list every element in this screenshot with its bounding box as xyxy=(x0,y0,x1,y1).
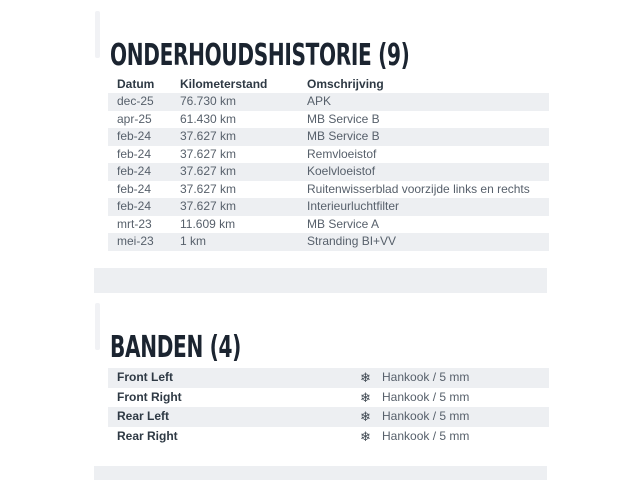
snowflake-icon: ❄ xyxy=(360,409,371,424)
cell-km: 76.730 km xyxy=(180,94,237,108)
table-row xyxy=(108,93,549,111)
cell-km: 37.627 km xyxy=(180,164,237,178)
tire-position-label: Front Right xyxy=(117,389,182,404)
maintenance-table xyxy=(108,93,549,251)
cell-omschrijving: Stranding BI+VV xyxy=(307,234,397,248)
maintenance-section-title: ONDERHOUDSHISTORIE (9) xyxy=(110,37,410,73)
cell-km: 61.430 km xyxy=(180,111,237,126)
cell-omschrijving: APK xyxy=(307,94,332,108)
tire-position-label: Front Left xyxy=(117,370,173,384)
cell-km: 1 km xyxy=(180,234,207,248)
section-accent-bar xyxy=(95,303,100,350)
cell-datum: dec-25 xyxy=(117,94,154,108)
cell-km: 37.627 km xyxy=(180,181,237,196)
cell-omschrijving: MB Service B xyxy=(307,111,380,126)
column-header-omschrijving: Omschrijving xyxy=(307,77,384,91)
snowflake-icon: ❄ xyxy=(360,428,371,444)
cell-km: 11.609 km xyxy=(180,216,236,231)
cell-datum: mrt-23 xyxy=(117,216,152,231)
tire-brand-depth-value: Hankook / 5 mm xyxy=(382,409,470,423)
tires-table xyxy=(108,368,549,446)
cell-datum: feb-24 xyxy=(117,181,152,196)
cell-km: 37.627 km xyxy=(180,146,237,161)
tire-brand-depth-value: Hankook / 5 mm xyxy=(382,428,470,443)
tire-row xyxy=(108,427,549,447)
tire-row xyxy=(108,388,549,408)
cell-datum: feb-24 xyxy=(117,199,152,213)
snowflake-icon: ❄ xyxy=(360,389,371,405)
column-header-kilometerstand: Kilometerstand xyxy=(180,77,268,91)
tire-brand-depth-value: Hankook / 5 mm xyxy=(382,370,470,384)
tire-position-label: Rear Left xyxy=(117,409,170,423)
table-row xyxy=(108,233,549,251)
tire-position-label: Rear Right xyxy=(117,428,178,443)
cell-km: 37.627 km xyxy=(180,199,237,213)
section-separator-band xyxy=(94,268,547,293)
table-row xyxy=(108,198,549,216)
column-header-datum: Datum xyxy=(117,77,155,91)
snowflake-icon: ❄ xyxy=(360,370,371,385)
table-row xyxy=(108,181,549,199)
table-row xyxy=(108,111,549,129)
cell-datum: feb-24 xyxy=(117,164,152,178)
tire-brand-depth-value: Hankook / 5 mm xyxy=(382,389,470,404)
cell-omschrijving: Interieurluchtfilter xyxy=(307,199,400,213)
tire-row xyxy=(108,407,549,427)
tire-row xyxy=(108,368,549,388)
cell-omschrijving: Koelvloeistof xyxy=(307,164,376,178)
section-accent-bar xyxy=(95,11,100,58)
cell-omschrijving: MB Service B xyxy=(307,129,380,143)
table-row xyxy=(108,128,549,146)
table-row xyxy=(108,146,549,164)
cell-datum: apr-25 xyxy=(117,111,152,126)
cell-km: 37.627 km xyxy=(180,129,237,143)
table-row xyxy=(108,163,549,181)
maintenance-table-header xyxy=(108,76,549,93)
section-separator-band xyxy=(94,466,547,480)
tires-section-title: BANDEN (4) xyxy=(110,329,241,365)
table-row xyxy=(108,216,549,234)
cell-datum: feb-24 xyxy=(117,146,152,161)
cell-datum: feb-24 xyxy=(117,129,152,143)
cell-omschrijving: Ruitenwisserblad voorzijde links en rechts xyxy=(307,181,530,196)
cell-omschrijving: Remvloeistof xyxy=(307,146,377,161)
cell-datum: mei-23 xyxy=(117,234,154,248)
cell-omschrijving: MB Service A xyxy=(307,216,380,231)
